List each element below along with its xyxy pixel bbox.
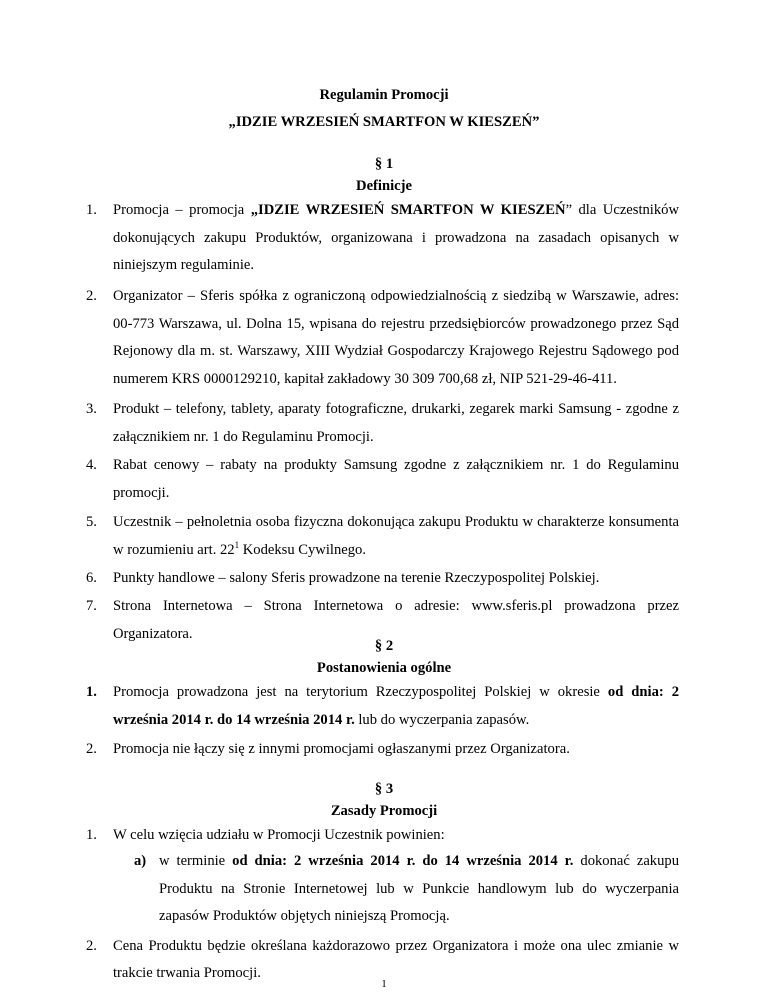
s1-item-5-number: 5. — [86, 514, 97, 530]
s3-item-1-number: 1. — [86, 827, 97, 843]
s1-item-1: Promocja – promocja „IDZIE WRZESIEŃ SMARTFON W KIESZEŃ” dla Uczestników dokonujących zakupu Produktów, organizowana i prowadzona na zasadach opisanych w niniejszym regulaminie. — [113, 202, 679, 273]
s3-item-2-number: 2. — [86, 937, 97, 954]
s1-item-4: Rabat cenowy – rabaty na produkty Samsung zgodne z załącznikiem nr. 1 do Regulaminu promocji. — [113, 457, 679, 501]
s1-item-3: Produkt – telefony, tablety, aparaty fotograficzne, drukarki, zegarek marki Samsung - zgodne z załącznikiem nr. 1 do Regulaminu Promocji. — [113, 401, 679, 445]
s1-item-6-number: 6. — [86, 570, 97, 586]
s1-item-3-number: 3. — [86, 401, 97, 417]
s1-item-5: Uczestnik – pełnoletnia osoba fizyczna dokonująca zakupu Produktu w charakterze konsumenta w rozumieniu art. $22^1$ Kodeksu Cywilnego. — [113, 514, 679, 558]
s2-item-2: Promocja nie łączy się z innymi promocjami ogłaszanymi przez Organizatora. — [113, 741, 570, 757]
s3-subitem-a-letter: a) — [134, 853, 147, 869]
section-1-label: § 1 — [374, 156, 394, 172]
section-2-label: § 2 — [374, 638, 394, 654]
section-3-heading: Zasady Promocji — [330, 803, 438, 819]
document-title: Regulamin Promocji — [319, 87, 449, 103]
s1-item-2: Organizator – Sferis spółka z ograniczoną odpowiedzialnością z siedzibą w Warszawie, adres: 00-773 Warszawa, ul. Dolna 15, wpisana do rejestru przedsiębiorców prowadzonego przez Sąd Rejonowy dla m. st. Warszawy, XIII Wydział Gospodarczy Krajowego Rejestru Sądowego pod numerem KRS 0000129210, kapitał zakładowy 30 309 700,68 zł, NIP 521-29-46-411. — [113, 288, 679, 387]
s1-item-6: Punkty handlowe – salony Sferis prowadzone na terenie Rzeczypospolitej Polskiej. — [113, 570, 600, 586]
s2-item-2-number: 2. — [86, 741, 97, 757]
section-1-heading: Definicje — [356, 178, 412, 194]
s1-item-4-number: 4. — [86, 457, 97, 473]
s2-item-1: Promocja prowadzona jest na terytorium Rzeczypospolitej Polskiej w okresie od dnia: 2 września 2014 r. do 14 września 2014 r. lub do wyczerpania zapasów. — [113, 684, 679, 728]
s1-item-7-number: 7. — [86, 598, 97, 614]
promotion-name: „IDZIE WRZESIEŃ SMARTFON W KIESZEŃ” — [228, 114, 540, 130]
s1-item-7: Strona Internetowa – Strona Internetowa o adresie: www.sferis.pl prowadzona przez Organizatora. — [113, 598, 679, 642]
s3-item-1: W celu wzięcia udziału w Promocji Uczestnik powinien: — [113, 827, 445, 843]
section-2-heading: Postanowienia ogólne — [316, 660, 452, 676]
section-3-label: § 3 — [374, 781, 394, 797]
s2-item-1-number: 1. — [86, 684, 97, 700]
page-number: 1 — [381, 978, 387, 990]
s3-subitem-a: w terminie od dnia: 2 września 2014 r. do 14 września 2014 r. dokonać zakupu Produktu na Stronie Internetowej lub w Punkcie handlowym lub do wyczerpania zapasów Produktów objętych niniejszą Promocją. — [159, 853, 679, 924]
s1-item-2-number: 2. — [86, 288, 97, 304]
s1-item-1-number: 1. — [86, 202, 97, 218]
s3-item-2: Cena Produktu będzie określana każdorazowo przez Organizatora i może ona ulec zmianie w trakcie trwania Promocji. — [113, 937, 679, 981]
